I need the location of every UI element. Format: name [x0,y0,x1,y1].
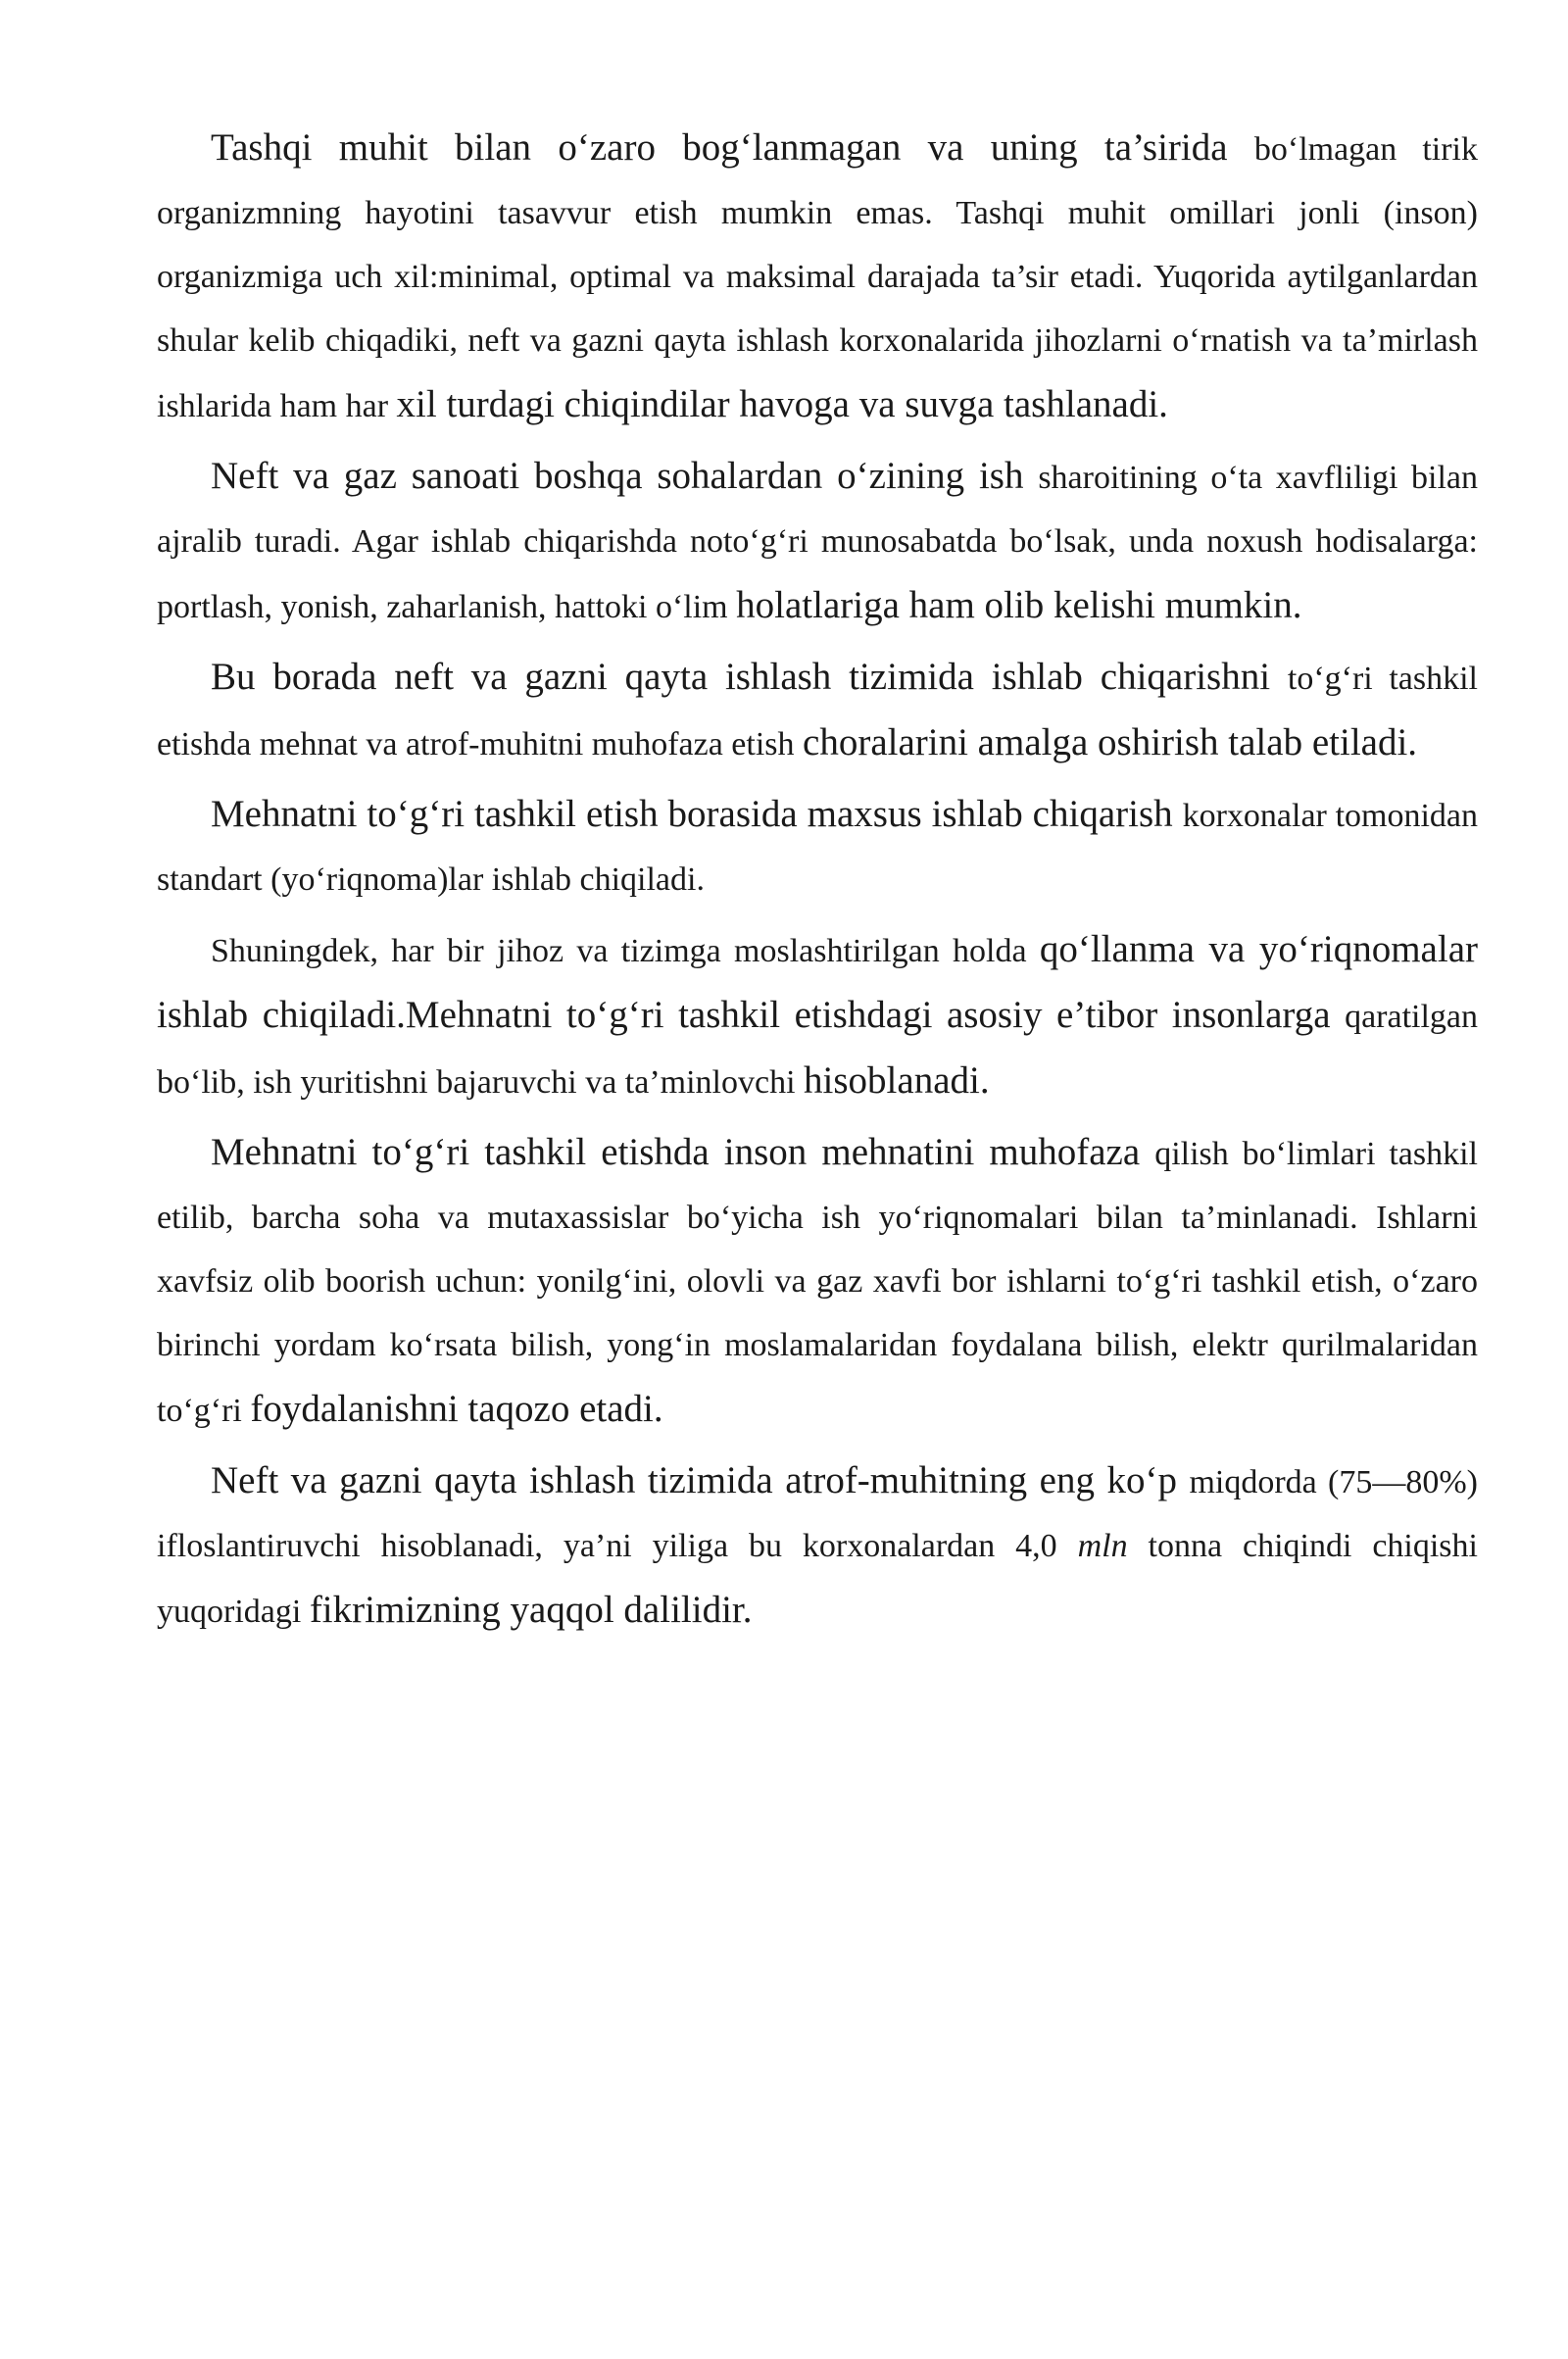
text-run: hisoblanadi. [804,1059,990,1102]
unit-abbreviation: mln [1077,1528,1128,1564]
text-run: bo‘lmagan tirik organizmning hayotini tasavvur etish mumkin emas. Tashqi muhit omillari jonli (inson) organizmiga uch xil:minimal, optimal va maksimal darajada ta’sir etadi. Yuqorida aytilganlardan shular kelib chiqadiki, neft va gazni qayta ishlash korxonalarida jihozlarni o‘rnatish va ta’mirlash ishlarida ham har [157,131,1478,424]
paragraph-4 [157,782,1478,911]
text-run: Tashqi muhit bilan o‘zaro bog‘lanmagan va uning ta’sirida [211,126,1254,169]
text-run: miqdorda (75—80%) ifloslantiruvchi hisoblanadi, ya’ni yiliga bu korxonalardan 4,0 [157,1464,1478,1564]
text-run: holatlariga ham olib kelishi mumkin. [736,584,1302,626]
text-run: Shuningdek, har bir jihoz va tizimga moslashtirilgan holda [211,933,1040,969]
paragraph-5 [157,917,1478,1114]
text-run: foydalanishni taqozo etadi. [250,1388,663,1430]
text-run: choralarini amalga oshirish talab etiladi. [803,721,1418,763]
text-run: qaratilgan bo‘lib, ish yuritishni bajaruvchi va ta’minlovchi [157,999,1478,1101]
text-run: Mehnatni to‘g‘ri tashkil etish borasida maxsus ishlab chiqarish [211,793,1183,835]
text-run: qo‘llanma va yo‘riqnomalar ishlab chiqiladi.Mehnatni to‘g‘ri tashkil etishdagi asosiy e’tibor insonlarga [157,928,1478,1036]
document-page [157,116,1478,1644]
paragraph-7 [157,1449,1478,1644]
text-run: Bu borada neft va gazni qayta ishlash tizimida ishlab chiqarishni [211,656,1288,698]
text-run: Neft va gazni qayta ishlash tizimida atrof-muhitning eng ko‘p [211,1459,1190,1501]
paragraph-2 [157,444,1478,639]
text-run: qilish bo‘limlari tashkil etilib, barcha soha va mutaxassislar bo‘yicha ish yo‘riqnomalari bilan ta’minlanadi. Ishlarni xavfsiz olib boorish uchun: yonilg‘ini, olovli va gaz xavfi bor ishlarni to‘g‘ri tashkil etish, o‘zaro birinchi yordam ko‘rsata bilish, yong‘in moslamalaridan foydalana bilish, elektr qurilmalaridan to‘g‘ri [157,1136,1478,1429]
paragraph-3 [157,645,1478,776]
text-run: to‘g‘ri tashkil etishda mehnat va atrof-muhitni muhofaza etish [157,661,1478,762]
text-run: sharoitining o‘ta xavfliligi bilan ajralib turadi. Agar ishlab chiqarishda noto‘g‘ri munosabatda bo‘lsak, unda noxush hodisalarga: portlash, yonish, zaharlanish, hattoki o‘lim [157,460,1478,625]
text-run: korxonalar tomonidan standart (yo‘riqnoma)lar ishlab chiqiladi. [157,798,1478,898]
text-run: xil turdagi chiqindilar havoga va suvga tashlanadi. [396,383,1168,425]
text-run: Neft va gaz sanoati boshqa sohalardan o‘zining ish [211,455,1039,497]
paragraph-1 [157,116,1478,438]
text-run: fikrimizning yaqqol dalilidir. [309,1589,753,1631]
paragraph-6 [157,1120,1478,1443]
text-run: Mehnatni to‘g‘ri tashkil etishda inson mehnatini muhofaza [211,1131,1155,1173]
text-run: tonna chiqindi chiqishi yuqoridagi [157,1528,1478,1630]
